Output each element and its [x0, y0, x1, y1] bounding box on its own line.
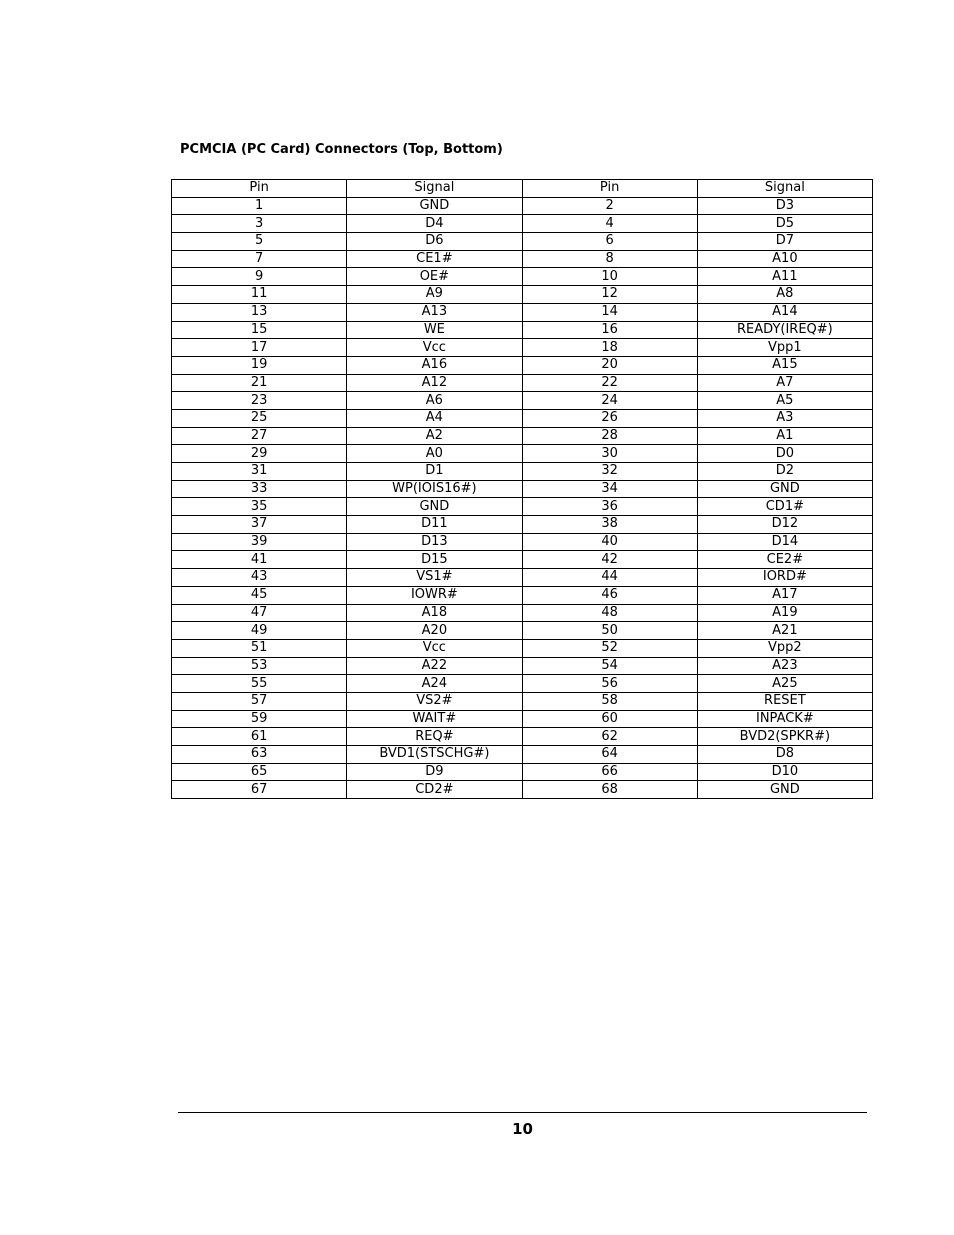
signal-left-cell: D4: [347, 215, 522, 233]
signal-left-cell: WE: [347, 321, 522, 339]
signal-left-cell: A16: [347, 356, 522, 374]
signal-left-cell: VS2#: [347, 692, 522, 710]
signal-right-cell: A15: [697, 356, 872, 374]
signal-left-cell: D13: [347, 533, 522, 551]
table-row: [172, 339, 873, 357]
signal-right-cell: IORD#: [697, 569, 872, 587]
table-body: [172, 197, 873, 798]
header-pin-left: Pin: [172, 180, 347, 198]
pin-right-cell: 66: [522, 763, 697, 781]
signal-right-cell: D10: [697, 763, 872, 781]
table-row: [172, 303, 873, 321]
pin-right-cell: 22: [522, 374, 697, 392]
pin-left-cell: 65: [172, 763, 347, 781]
pin-left-cell: 23: [172, 392, 347, 410]
table-row: [172, 392, 873, 410]
signal-right-cell: D14: [697, 533, 872, 551]
table-row: [172, 746, 873, 764]
table-row: [172, 250, 873, 268]
pin-right-cell: 6: [522, 233, 697, 251]
signal-right-cell: D5: [697, 215, 872, 233]
pin-right-cell: 38: [522, 516, 697, 534]
signal-left-cell: BVD1(STSCHG#): [347, 746, 522, 764]
pin-left-cell: 63: [172, 746, 347, 764]
table-row: [172, 516, 873, 534]
signal-left-cell: A22: [347, 657, 522, 675]
footer-divider: [178, 1112, 867, 1113]
header-signal-left: Signal: [347, 180, 522, 198]
pcmcia-pin-table: [171, 179, 873, 799]
pin-left-cell: 33: [172, 480, 347, 498]
pin-right-cell: 60: [522, 710, 697, 728]
pin-left-cell: 5: [172, 233, 347, 251]
table-row: [172, 498, 873, 516]
signal-left-cell: GND: [347, 197, 522, 215]
table-row: [172, 374, 873, 392]
table-row: [172, 639, 873, 657]
signal-left-cell: A4: [347, 409, 522, 427]
signal-right-cell: CD1#: [697, 498, 872, 516]
signal-left-cell: WP(IOIS16#): [347, 480, 522, 498]
pin-right-cell: 16: [522, 321, 697, 339]
signal-left-cell: A18: [347, 604, 522, 622]
table-row: [172, 763, 873, 781]
signal-left-cell: A20: [347, 622, 522, 640]
table-row: [172, 409, 873, 427]
table-row: [172, 622, 873, 640]
signal-right-cell: A21: [697, 622, 872, 640]
table-row: [172, 728, 873, 746]
pin-right-cell: 56: [522, 675, 697, 693]
page-number: 10: [512, 1120, 533, 1138]
signal-left-cell: Vcc: [347, 339, 522, 357]
pin-right-cell: 26: [522, 409, 697, 427]
signal-right-cell: A17: [697, 586, 872, 604]
pin-left-cell: 41: [172, 551, 347, 569]
signal-left-cell: A9: [347, 286, 522, 304]
pin-left-cell: 49: [172, 622, 347, 640]
signal-left-cell: A0: [347, 445, 522, 463]
pin-left-cell: 31: [172, 463, 347, 481]
pin-right-cell: 58: [522, 692, 697, 710]
signal-right-cell: Vpp1: [697, 339, 872, 357]
signal-left-cell: Vcc: [347, 639, 522, 657]
table-row: [172, 551, 873, 569]
pin-right-cell: 42: [522, 551, 697, 569]
signal-right-cell: A25: [697, 675, 872, 693]
signal-left-cell: D6: [347, 233, 522, 251]
pin-right-cell: 14: [522, 303, 697, 321]
signal-right-cell: BVD2(SPKR#): [697, 728, 872, 746]
header-row: [172, 180, 873, 198]
signal-right-cell: D0: [697, 445, 872, 463]
signal-right-cell: A19: [697, 604, 872, 622]
table-row: [172, 604, 873, 622]
pin-right-cell: 20: [522, 356, 697, 374]
pin-right-cell: 24: [522, 392, 697, 410]
pin-right-cell: 10: [522, 268, 697, 286]
signal-left-cell: CE1#: [347, 250, 522, 268]
signal-right-cell: CE2#: [697, 551, 872, 569]
table-row: [172, 533, 873, 551]
pin-right-cell: 2: [522, 197, 697, 215]
pin-right-cell: 50: [522, 622, 697, 640]
signal-right-cell: D7: [697, 233, 872, 251]
pin-left-cell: 35: [172, 498, 347, 516]
pin-left-cell: 55: [172, 675, 347, 693]
pin-right-cell: 8: [522, 250, 697, 268]
pin-left-cell: 43: [172, 569, 347, 587]
signal-right-cell: RESET: [697, 692, 872, 710]
signal-right-cell: A8: [697, 286, 872, 304]
pin-left-cell: 9: [172, 268, 347, 286]
signal-left-cell: D9: [347, 763, 522, 781]
table-row: [172, 569, 873, 587]
pin-left-cell: 7: [172, 250, 347, 268]
table-row: [172, 215, 873, 233]
pin-left-cell: 19: [172, 356, 347, 374]
signal-left-cell: D1: [347, 463, 522, 481]
signal-left-cell: IOWR#: [347, 586, 522, 604]
signal-right-cell: A23: [697, 657, 872, 675]
signal-right-cell: A7: [697, 374, 872, 392]
pin-left-cell: 45: [172, 586, 347, 604]
pin-right-cell: 40: [522, 533, 697, 551]
pin-left-cell: 51: [172, 639, 347, 657]
signal-left-cell: WAIT#: [347, 710, 522, 728]
signal-right-cell: A5: [697, 392, 872, 410]
table-row: [172, 356, 873, 374]
pin-left-cell: 1: [172, 197, 347, 215]
signal-left-cell: A13: [347, 303, 522, 321]
pin-left-cell: 37: [172, 516, 347, 534]
pin-right-cell: 54: [522, 657, 697, 675]
pin-left-cell: 59: [172, 710, 347, 728]
signal-right-cell: GND: [697, 781, 872, 799]
table-row: [172, 586, 873, 604]
signal-left-cell: D15: [347, 551, 522, 569]
signal-left-cell: VS1#: [347, 569, 522, 587]
pin-left-cell: 13: [172, 303, 347, 321]
pin-left-cell: 67: [172, 781, 347, 799]
signal-left-cell: A6: [347, 392, 522, 410]
table-row: [172, 427, 873, 445]
pin-left-cell: 25: [172, 409, 347, 427]
signal-right-cell: READY(IREQ#): [697, 321, 872, 339]
pin-right-cell: 44: [522, 569, 697, 587]
pin-left-cell: 47: [172, 604, 347, 622]
pin-right-cell: 30: [522, 445, 697, 463]
signal-left-cell: A24: [347, 675, 522, 693]
signal-right-cell: D8: [697, 746, 872, 764]
table-row: [172, 692, 873, 710]
pin-left-cell: 29: [172, 445, 347, 463]
pin-right-cell: 36: [522, 498, 697, 516]
signal-left-cell: D11: [347, 516, 522, 534]
header-signal-right: Signal: [697, 180, 872, 198]
pin-right-cell: 48: [522, 604, 697, 622]
signal-left-cell: REQ#: [347, 728, 522, 746]
pin-right-cell: 4: [522, 215, 697, 233]
pin-left-cell: 57: [172, 692, 347, 710]
pin-left-cell: 53: [172, 657, 347, 675]
pin-right-cell: 18: [522, 339, 697, 357]
pin-right-cell: 52: [522, 639, 697, 657]
signal-right-cell: GND: [697, 480, 872, 498]
pin-left-cell: 15: [172, 321, 347, 339]
pin-left-cell: 27: [172, 427, 347, 445]
signal-right-cell: D12: [697, 516, 872, 534]
table-row: [172, 445, 873, 463]
table-row: [172, 268, 873, 286]
signal-right-cell: A1: [697, 427, 872, 445]
pin-right-cell: 68: [522, 781, 697, 799]
signal-right-cell: A3: [697, 409, 872, 427]
table-row: [172, 657, 873, 675]
table-row: [172, 321, 873, 339]
table-header: [172, 180, 873, 198]
table-row: [172, 480, 873, 498]
signal-right-cell: A10: [697, 250, 872, 268]
signal-right-cell: A14: [697, 303, 872, 321]
pin-right-cell: 62: [522, 728, 697, 746]
table-row: [172, 286, 873, 304]
pin-right-cell: 28: [522, 427, 697, 445]
signal-right-cell: D2: [697, 463, 872, 481]
signal-left-cell: A2: [347, 427, 522, 445]
table-row: [172, 710, 873, 728]
pin-left-cell: 61: [172, 728, 347, 746]
signal-right-cell: A11: [697, 268, 872, 286]
signal-right-cell: INPACK#: [697, 710, 872, 728]
pin-right-cell: 12: [522, 286, 697, 304]
table-row: [172, 197, 873, 215]
signal-right-cell: Vpp2: [697, 639, 872, 657]
pin-left-cell: 11: [172, 286, 347, 304]
section-title: PCMCIA (PC Card) Connectors (Top, Bottom): [180, 142, 503, 157]
pin-right-cell: 32: [522, 463, 697, 481]
pin-right-cell: 46: [522, 586, 697, 604]
signal-right-cell: D3: [697, 197, 872, 215]
pin-left-cell: 17: [172, 339, 347, 357]
table-row: [172, 675, 873, 693]
table-row: [172, 233, 873, 251]
pin-left-cell: 39: [172, 533, 347, 551]
signal-left-cell: OE#: [347, 268, 522, 286]
pin-left-cell: 21: [172, 374, 347, 392]
table-row: [172, 463, 873, 481]
signal-left-cell: A12: [347, 374, 522, 392]
pin-left-cell: 3: [172, 215, 347, 233]
signal-left-cell: GND: [347, 498, 522, 516]
header-pin-right: Pin: [522, 180, 697, 198]
pin-right-cell: 34: [522, 480, 697, 498]
table-row: [172, 781, 873, 799]
pin-right-cell: 64: [522, 746, 697, 764]
signal-left-cell: CD2#: [347, 781, 522, 799]
